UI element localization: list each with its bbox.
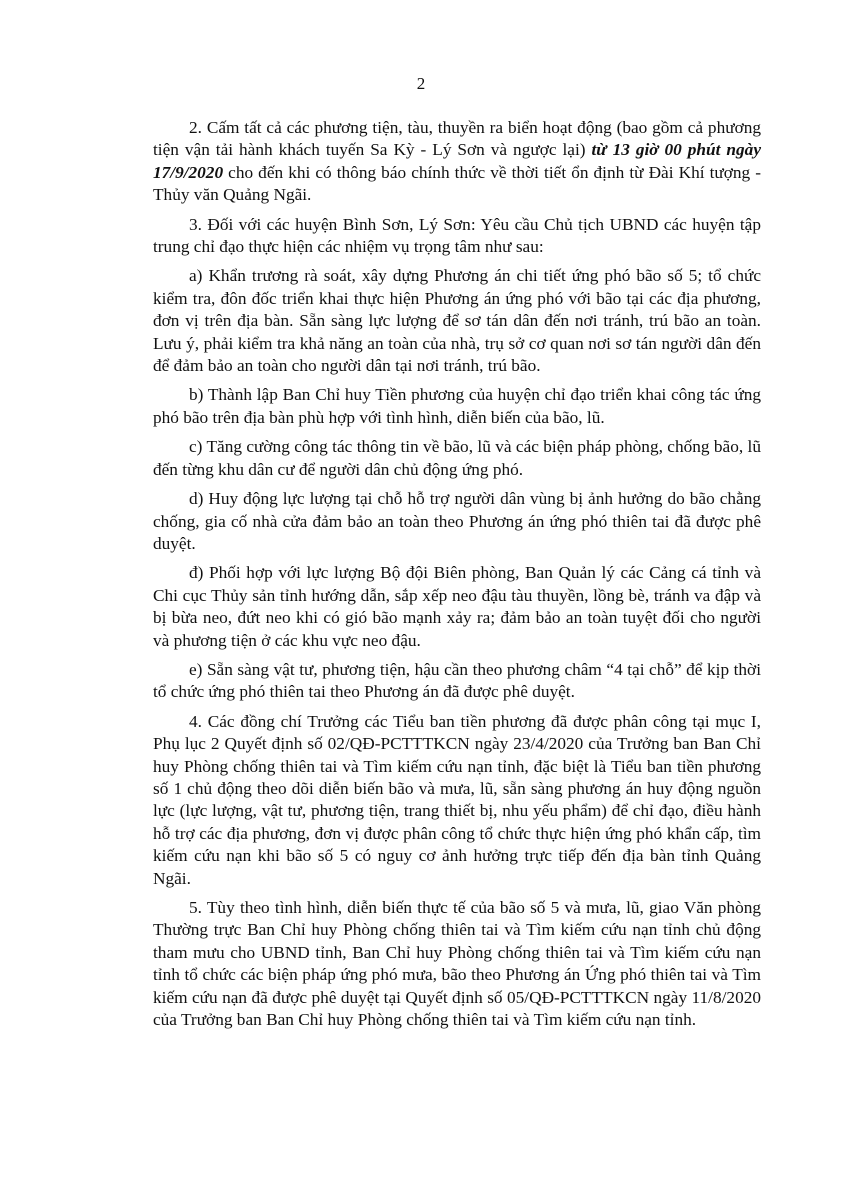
paragraph-2-deadline: từ 13 giờ 00 phút ngày 17/9/2020 xyxy=(153,140,761,182)
document-body xyxy=(153,117,761,1037)
paragraph-3b: b) Thành lập Ban Chỉ huy Tiền phương của huyện chỉ đạo triển khai công tác ứng phó bão trên địa bàn phù hợp với tình hình, diễn biến của bão, lũ. xyxy=(153,385,761,427)
paragraph-3d: d) Huy động lực lượng tại chỗ hỗ trợ người dân vùng bị ảnh hưởng do bão chằng chống, gia cố nhà cửa đảm bảo an toàn theo Phương án ứng phó thiên tai đã được phê duyệt. xyxy=(153,489,761,553)
paragraph-5: 5. Tùy theo tình hình, diễn biến thực tế của bão số 5 và mưa, lũ, giao Văn phòng Thường trực Ban Chỉ huy Phòng chống thiên tai và Tìm kiếm cứu nạn tỉnh chủ động tham mưu cho UBND tỉnh, Ban Chỉ huy Phòng chống thiên tai và Tìm kiếm cứu nạn tỉnh tổ chức các biện pháp ứng phó mưa, bão theo Phương án Ứng phó thiên tai và Tìm kiếm cứu nạn đã được phê duyệt tại Quyết định số 05/QĐ-PCTTTKCN ngày 11/8/2020 của Trưởng ban Ban Chỉ huy Phòng chống thiên tai và Tìm kiếm cứu nạn tỉnh. xyxy=(153,898,761,1030)
paragraph-3: 3. Đối với các huyện Bình Sơn, Lý Sơn: Yêu cầu Chủ tịch UBND các huyện tập trung chỉ đạo thực hiện các nhiệm vụ trọng tâm như sau: xyxy=(153,214,761,257)
paragraph-3a: a) Khẩn trương rà soát, xây dựng Phương án chi tiết ứng phó bão số 5; tổ chức kiểm tra, đôn đốc triển khai thực hiện Phương án ứng phó với bão tại các địa phương, đơn vị trên địa bàn. Sẵn sàng lực lượng để sơ tán dân đến nơi tránh, trú bão an toàn. Lưu ý, phải kiểm tra khả năng an toàn của nhà, trụ sở cơ quan nơi sơ tán người dân đến để đảm bảo an toàn cho người dân tại nơi tránh, trú bão. xyxy=(153,266,761,376)
paragraph-3dd: đ) Phối hợp với lực lượng Bộ đội Biên phòng, Ban Quản lý các Cảng cá tỉnh và Chi cục Thủy sản tỉnh hướng dẫn, sắp xếp neo đậu tàu thuyền, lồng bè, tránh va đập và bị bừa neo, đứt neo khi có gió bão mạnh xảy ra; đảm bảo an toàn tuyệt đối cho người và phương tiện ở các khu vực neo đậu. xyxy=(153,563,761,650)
paragraph-2 xyxy=(153,117,761,207)
paragraph-3c: c) Tăng cường công tác thông tin về bão, lũ và các biện pháp phòng, chống bão, lũ đến từng khu dân cư để người dân chủ động ứng phó. xyxy=(153,437,761,479)
paragraph-3e: e) Sẵn sàng vật tư, phương tiện, hậu cần theo phương châm “4 tại chỗ” để kịp thời tổ chức ứng phó thiên tai theo Phương án đã được phê duyệt. xyxy=(153,659,761,702)
paragraph-4: 4. Các đồng chí Trưởng các Tiểu ban tiền phương đã được phân công tại mục I, Phụ lục 2 Quyết định số 02/QĐ-PCTTTKCN ngày 23/4/2020 của Trưởng ban Ban Chỉ huy Phòng chống thiên tai và Tìm kiếm cứu nạn tỉnh, đặc biệt là Tiểu ban tiền phương số 1 chủ động theo dõi diễn biến bão và mưa, lũ, sẵn sàng phương án huy động nguồn lực (lực lượng, vật tư, phương tiện, trang thiết bị, nhu yếu phẩm) để chỉ đạo, điều hành hỗ trợ các địa phương, đơn vị được phân công tổ chức thực hiện ứng phó khẩn cấp, tìm kiếm cứu nạn khi bão số 5 có nguy cơ ảnh hưởng trực tiếp đến địa bàn tỉnh Quảng Ngãi. xyxy=(153,711,761,888)
paragraph-2-text-start: 2. Cấm tất cả các phương tiện, tàu, thuyền ra biển hoạt động (bao gồm cả phương tiện vận tải hành khách tuyến Sa Kỳ - Lý Sơn và ngược lại) xyxy=(153,118,761,160)
paragraph-2-text-end: cho đến khi có thông báo chính thức về thời tiết ổn định từ Đài Khí tượng - Thủy văn Quảng Ngãi. xyxy=(153,162,761,205)
page-number: 2 xyxy=(416,74,426,93)
